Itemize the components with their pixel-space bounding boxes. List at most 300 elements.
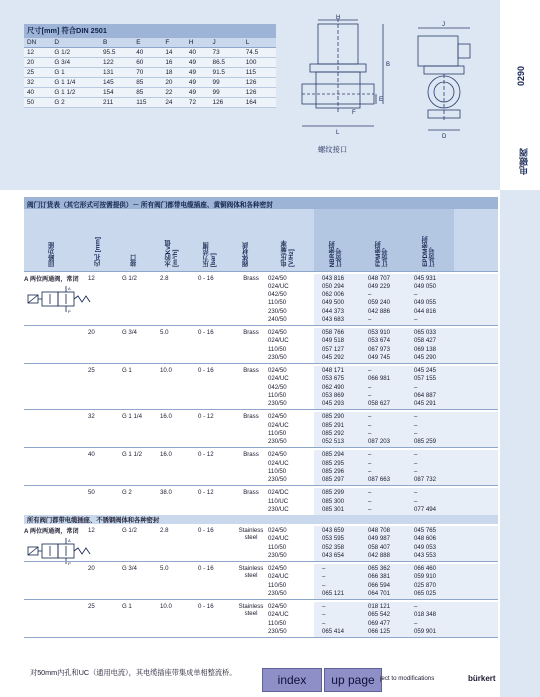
order-cell-ordernumber: 053 869 bbox=[322, 391, 345, 399]
order-cell-material: Brass bbox=[243, 413, 259, 421]
order-cell-kv: 2.8 bbox=[160, 527, 169, 535]
dimension-row bbox=[24, 58, 276, 68]
order-cell-ordernumber: – bbox=[368, 391, 372, 399]
dim-label-f: F bbox=[352, 110, 356, 116]
order-cell-ordernumber: 049 987 bbox=[368, 535, 391, 543]
svg-text:A: A bbox=[68, 286, 71, 291]
order-cell-ordernumber: – bbox=[368, 505, 372, 513]
order-cell-material: Stainless steel bbox=[238, 565, 264, 580]
order-cell-ordernumber: 053 675 bbox=[322, 375, 345, 383]
order-cell-ordernumber: 049 050 bbox=[414, 283, 437, 291]
dimension-cell: 145 bbox=[100, 78, 133, 88]
order-cell-ordernumber: 059 901 bbox=[414, 627, 437, 635]
order-cell-voltage: 230/50 bbox=[268, 437, 287, 445]
dimension-cell: 126 bbox=[210, 98, 243, 108]
order-cell-pressure: 0 - 16 bbox=[198, 565, 214, 573]
order-cell-ordernumber: 066 381 bbox=[368, 573, 391, 581]
order-cell-ordernumber: – bbox=[368, 429, 372, 437]
order-cell-voltage: 024/UC bbox=[268, 459, 289, 467]
order-cell-voltage: 230/50 bbox=[268, 475, 287, 483]
order-cell-ordernumber: – bbox=[322, 611, 326, 619]
group-divider bbox=[24, 637, 498, 638]
dimension-cell: 73 bbox=[210, 48, 243, 58]
order-cell-ordernumber: 058 627 bbox=[368, 399, 391, 407]
up-page-button[interactable]: up page bbox=[324, 668, 382, 692]
order-cell-material: Stainless steel bbox=[238, 603, 264, 618]
order-cell-ordernumber: 048 707 bbox=[368, 275, 391, 282]
sidebar-bottom bbox=[500, 190, 540, 697]
order-cell-ordernumber: 053 595 bbox=[322, 535, 345, 543]
order-cell-port: G 1 bbox=[122, 603, 132, 611]
dim-label-l: L bbox=[336, 130, 340, 136]
order-cell-ordernumber: 065 362 bbox=[368, 565, 391, 573]
order-cell-ordernumber: 057 127 bbox=[322, 345, 345, 353]
order-cell-ordernumber: 052 513 bbox=[322, 437, 345, 445]
dimension-cell: 99 bbox=[210, 88, 243, 98]
brand-logo: bürkert bbox=[468, 674, 496, 683]
order-cell-orifice: 25 bbox=[88, 367, 95, 375]
order-cell-ordernumber: 048 171 bbox=[322, 367, 345, 375]
order-cell-material: Brass bbox=[243, 489, 259, 497]
dimension-cell: 22 bbox=[162, 88, 186, 98]
dim-label-j: J bbox=[442, 22, 445, 28]
dimension-cell: 72 bbox=[186, 98, 210, 108]
order-cell-voltage: 230/50 bbox=[268, 307, 287, 315]
order-cell-ordernumber: 087 732 bbox=[414, 475, 437, 483]
order-cell-ordernumber: 045 293 bbox=[322, 399, 345, 407]
order-col-header-label: 水的Kv值 [m³/h] bbox=[165, 240, 179, 267]
order-cell-port: G 2 bbox=[122, 489, 132, 497]
order-cell-ordernumber: – bbox=[368, 489, 372, 497]
order-cell-ordernumber: 077 494 bbox=[414, 505, 437, 513]
dimension-cell: 126 bbox=[243, 78, 276, 88]
order-cell-kv: 38.0 bbox=[160, 489, 172, 497]
index-button[interactable]: index bbox=[262, 668, 322, 692]
order-cell-pressure: 0 - 16 bbox=[198, 527, 214, 535]
order-cell-voltage: 110/50 bbox=[268, 429, 287, 437]
order-col-header bbox=[82, 209, 116, 271]
order-col-header-label: NBR密封 订货号 bbox=[329, 240, 343, 267]
order-cell-ordernumber: – bbox=[368, 497, 372, 505]
order-cell-voltage: 230/50 bbox=[268, 399, 287, 407]
order-cell-pressure: 0 - 12 bbox=[198, 413, 214, 421]
dimension-cell: G 2 bbox=[51, 98, 100, 108]
svg-text:P: P bbox=[68, 561, 71, 567]
order-cell-kv: 16.0 bbox=[160, 451, 172, 459]
dimension-cell: 100 bbox=[243, 58, 276, 68]
order-col-header bbox=[264, 209, 314, 271]
order-cell-ordernumber: 057 155 bbox=[414, 375, 437, 383]
dimension-cell: 211 bbox=[100, 98, 133, 108]
dimension-cell: 60 bbox=[133, 58, 162, 68]
order-cell-ordernumber: 085 259 bbox=[414, 437, 437, 445]
order-cell-ordernumber: – bbox=[414, 603, 418, 611]
order-cell-ordernumber: – bbox=[322, 565, 326, 573]
order-col-header-label: 接口 bbox=[130, 254, 138, 267]
order-cell-orifice: 20 bbox=[88, 329, 95, 337]
dimension-row bbox=[24, 88, 276, 98]
order-cell-ordernumber: 064 701 bbox=[368, 589, 391, 597]
order-cell-orifice: 32 bbox=[88, 413, 95, 421]
order-cell-ordernumber: 049 055 bbox=[414, 299, 437, 307]
order-cell-voltage: 230/50 bbox=[268, 353, 287, 361]
group-divider bbox=[24, 409, 498, 410]
order-col-header-label: 电压/频率 [V/Hz] bbox=[281, 240, 295, 267]
order-cell-ordernumber: – bbox=[414, 291, 418, 299]
order-cell-ordernumber: 018 348 bbox=[414, 611, 437, 619]
dimension-table bbox=[24, 24, 276, 108]
order-cell-ordernumber: – bbox=[414, 383, 418, 391]
group-divider bbox=[24, 447, 498, 448]
dimension-cell: 85 bbox=[133, 78, 162, 88]
order-cell-port: G 1 1/2 bbox=[122, 451, 142, 459]
order-cell-port: G 1 1/4 bbox=[122, 413, 142, 421]
order-cell-voltage: 024/UC bbox=[268, 337, 289, 345]
dimension-cell: 14 bbox=[162, 48, 186, 58]
order-col-header bbox=[406, 209, 454, 271]
order-cell-voltage: 110/50 bbox=[268, 543, 287, 551]
order-cell-ordernumber: 045 931 bbox=[414, 275, 437, 282]
order-cell-ordernumber: 085 300 bbox=[322, 497, 345, 505]
order-cell-voltage: 110/50 bbox=[268, 391, 287, 399]
svg-text:P: P bbox=[68, 309, 71, 314]
footnote: 对50mm内孔和UC（通用电流），其电缆插座带集成单相整流桥。 bbox=[30, 668, 237, 677]
dimension-row bbox=[24, 78, 276, 88]
dimension-col-header: E bbox=[133, 38, 162, 48]
order-cell-ordernumber: 085 299 bbox=[322, 489, 345, 497]
order-cell-ordernumber: – bbox=[368, 383, 372, 391]
order-cell-ordernumber: 050 294 bbox=[322, 283, 345, 291]
order-cell-ordernumber: 048 606 bbox=[414, 535, 437, 543]
order-cell-voltage: 230/50 bbox=[268, 589, 287, 597]
order-cell-material: Brass bbox=[243, 329, 259, 337]
order-cell-ordernumber: – bbox=[368, 291, 372, 299]
order-cell-ordernumber: – bbox=[322, 581, 326, 589]
dimension-cell: 24 bbox=[162, 98, 186, 108]
order-cell-ordernumber: 045 290 bbox=[414, 353, 437, 361]
order-col-header bbox=[24, 209, 82, 271]
order-cell-ordernumber: 065 414 bbox=[322, 627, 345, 635]
order-cell-ordernumber: – bbox=[414, 429, 418, 437]
order-cell-ordernumber: 049 500 bbox=[322, 299, 345, 307]
order-cell-voltage: 230/50 bbox=[268, 627, 287, 635]
order-cell-ordernumber: – bbox=[368, 421, 372, 429]
order-cell-ordernumber: – bbox=[414, 497, 418, 505]
dimension-cell: 25 bbox=[24, 68, 51, 78]
sidebar bbox=[500, 0, 540, 697]
order-cell-ordernumber: – bbox=[368, 413, 372, 421]
group-divider bbox=[24, 325, 498, 326]
order-cell-ordernumber: 053 910 bbox=[368, 329, 391, 337]
dimension-cell: 131 bbox=[100, 68, 133, 78]
order-col-header bbox=[192, 209, 230, 271]
dimension-cell: 12 bbox=[24, 48, 51, 58]
dimension-cell: 70 bbox=[133, 68, 162, 78]
order-cell-ordernumber: 085 292 bbox=[322, 429, 345, 437]
order-col-header-label: 阀体材质 bbox=[242, 241, 250, 267]
order-row bbox=[24, 589, 498, 599]
order-cell-ordernumber: – bbox=[414, 421, 418, 429]
order-cell-ordernumber: 058 766 bbox=[322, 329, 345, 337]
order-cell-ordernumber: 049 053 bbox=[414, 543, 437, 551]
order-cell-ordernumber: 052 358 bbox=[322, 543, 345, 551]
dimension-table-title: 尺寸[mm] 符合DIN 2501 bbox=[24, 24, 276, 38]
order-cell-ordernumber: – bbox=[368, 451, 372, 459]
dimension-cell: 40 bbox=[186, 48, 210, 58]
order-cell-ordernumber: – bbox=[414, 467, 418, 475]
order-cell-voltage: 110/50 bbox=[268, 345, 287, 353]
order-cell-voltage: 110/UC bbox=[268, 497, 289, 505]
dimension-col-header: DN bbox=[24, 38, 51, 48]
dimension-cell: 50 bbox=[24, 98, 51, 108]
order-cell-voltage: 024/50 bbox=[268, 565, 287, 573]
dimension-cell: G 1/2 bbox=[51, 48, 100, 58]
order-cell-voltage: 230/UC bbox=[268, 505, 289, 513]
order-cell-ordernumber: 043 816 bbox=[322, 275, 345, 282]
group-divider bbox=[24, 561, 498, 562]
order-cell-voltage: 024/50 bbox=[268, 329, 287, 337]
dimension-cell: 86.5 bbox=[210, 58, 243, 68]
order-cell-voltage: 024/UC bbox=[268, 611, 289, 619]
order-cell-kv: 10.0 bbox=[160, 367, 172, 375]
section2-title: 所有阀门都带电缆插座、不锈钢阀体和各种密封 bbox=[24, 515, 498, 524]
dimension-cell: 20 bbox=[24, 58, 51, 68]
order-cell-ordernumber: 065 542 bbox=[368, 611, 391, 619]
category-label: 电磁阀 bbox=[519, 148, 529, 175]
order-col-header-label: FPM密封 订货号 bbox=[375, 241, 389, 267]
dim-label-b: B bbox=[386, 62, 391, 68]
dimension-cell: 115 bbox=[243, 68, 276, 78]
dimension-cell: 49 bbox=[186, 58, 210, 68]
order-col-header bbox=[154, 209, 192, 271]
order-col-header bbox=[230, 209, 264, 271]
order-row bbox=[24, 353, 498, 363]
order-cell-ordernumber: – bbox=[414, 315, 418, 323]
dimension-cell: 85 bbox=[133, 88, 162, 98]
order-cell-voltage: 024/DC bbox=[268, 489, 289, 497]
order-cell-port: G 1 bbox=[122, 367, 132, 375]
order-cell-ordernumber: – bbox=[414, 619, 418, 627]
order-cell-voltage: 230/50 bbox=[268, 551, 287, 559]
order-cell-ordernumber: 065 033 bbox=[414, 329, 437, 337]
order-cell-material: Stainless steel bbox=[238, 527, 264, 542]
order-cell-kv: 5.0 bbox=[160, 565, 169, 573]
order-col-header bbox=[360, 209, 406, 271]
order-cell-ordernumber: 053 674 bbox=[368, 337, 391, 345]
order-cell-ordernumber: 066 981 bbox=[368, 375, 391, 383]
order-cell-ordernumber: – bbox=[322, 573, 326, 581]
order-cell-orifice: 25 bbox=[88, 603, 95, 611]
order-cell-orifice: 50 bbox=[88, 489, 95, 497]
order-cell-ordernumber: 044 816 bbox=[414, 307, 437, 315]
order-cell-orifice: 20 bbox=[88, 565, 95, 573]
section-code: 0290 bbox=[516, 65, 526, 86]
order-row bbox=[24, 399, 498, 409]
order-cell-port: G 3/4 bbox=[122, 565, 137, 573]
svg-text:A: A bbox=[68, 538, 71, 544]
order-cell-ordernumber: 018 121 bbox=[368, 603, 391, 611]
order-cell-ordernumber: 044 373 bbox=[322, 307, 345, 315]
dimension-cell: 49 bbox=[186, 88, 210, 98]
order-cell-material: Brass bbox=[243, 367, 259, 375]
order-cell-ordernumber: 069 477 bbox=[368, 619, 391, 627]
order-cell-ordernumber: 067 973 bbox=[368, 345, 391, 353]
order-cell-ordernumber: 087 203 bbox=[368, 437, 391, 445]
order-cell-ordernumber: 085 297 bbox=[322, 475, 345, 483]
order-cell-voltage: 024/UC bbox=[268, 283, 289, 291]
order-cell-ordernumber: 042 888 bbox=[368, 551, 391, 559]
order-cell-ordernumber: 049 518 bbox=[322, 337, 345, 345]
dimension-col-header: H bbox=[186, 38, 210, 48]
order-cell-pressure: 0 - 16 bbox=[198, 603, 214, 611]
order-cell-ordernumber: 058 407 bbox=[368, 543, 391, 551]
order-cell-ordernumber: 025 870 bbox=[414, 581, 437, 589]
dimension-col-header: L bbox=[243, 38, 276, 48]
order-row bbox=[24, 315, 498, 325]
order-cell-ordernumber: 066 460 bbox=[414, 565, 437, 573]
dimension-cell: 16 bbox=[162, 58, 186, 68]
dimension-cell: 49 bbox=[186, 68, 210, 78]
dim-label-e: E bbox=[379, 97, 384, 103]
dimension-cell: 99 bbox=[210, 78, 243, 88]
dimension-cell: G 1 bbox=[51, 68, 100, 78]
order-cell-voltage: 024/UC bbox=[268, 573, 289, 581]
order-row bbox=[24, 475, 498, 485]
dimension-row bbox=[24, 98, 276, 108]
order-cell-material: Brass bbox=[243, 275, 259, 282]
group-divider bbox=[24, 363, 498, 364]
order-cell-ordernumber: 085 290 bbox=[322, 413, 345, 421]
order-cell-ordernumber: 043 659 bbox=[322, 527, 345, 535]
order-cell-pressure: 0 - 16 bbox=[198, 275, 214, 282]
order-cell-ordernumber: 087 663 bbox=[368, 475, 391, 483]
order-cell-ordernumber: 045 291 bbox=[414, 399, 437, 407]
order-cell-ordernumber: – bbox=[414, 489, 418, 497]
order-cell-ordernumber: 066 125 bbox=[368, 627, 391, 635]
order-col-header-label: EPDM密封 订货号 bbox=[422, 236, 436, 267]
order-cell-ordernumber: 043 553 bbox=[414, 551, 437, 559]
dimension-cell: 20 bbox=[162, 78, 186, 88]
order-cell-port: G 3/4 bbox=[122, 329, 137, 337]
order-cell-port: G 1/2 bbox=[122, 275, 137, 282]
order-cell-voltage: 042/50 bbox=[268, 291, 287, 299]
order-cell-ordernumber: 058 427 bbox=[414, 337, 437, 345]
order-cell-voltage: 042/50 bbox=[268, 383, 287, 391]
order-table bbox=[24, 197, 498, 635]
order-cell-voltage: 024/UC bbox=[268, 421, 289, 429]
order-cell-pressure: 0 - 16 bbox=[198, 367, 214, 375]
order-cell-ordernumber: – bbox=[368, 459, 372, 467]
order-cell-kv: 5.0 bbox=[160, 329, 169, 337]
order-cell-voltage: 024/50 bbox=[268, 275, 287, 282]
order-cell-pressure: 0 - 16 bbox=[198, 329, 214, 337]
order-cell-ordernumber: 085 291 bbox=[322, 421, 345, 429]
order-cell-voltage: 024/50 bbox=[268, 527, 287, 535]
order-row bbox=[24, 551, 498, 561]
order-cell-orifice: 12 bbox=[88, 275, 95, 282]
order-cell-ordernumber: 048 708 bbox=[368, 527, 391, 535]
order-cell-ordernumber: 045 292 bbox=[322, 353, 345, 361]
order-cell-pressure: 0 - 12 bbox=[198, 489, 214, 497]
order-col-header bbox=[116, 209, 154, 271]
drawing-caption: 螺纹接口 bbox=[318, 145, 348, 154]
dimension-table-body bbox=[24, 48, 276, 108]
order-cell-ordernumber: 059 240 bbox=[368, 299, 391, 307]
group-divider bbox=[24, 599, 498, 600]
order-cell-ordernumber: – bbox=[414, 459, 418, 467]
dimension-cell: 122 bbox=[100, 58, 133, 68]
dimension-cell: 164 bbox=[243, 98, 276, 108]
order-cell-ordernumber: 059 910 bbox=[414, 573, 437, 581]
order-cell-ordernumber: – bbox=[414, 413, 418, 421]
order-cell-ordernumber: 062 006 bbox=[322, 291, 345, 299]
order-cell-ordernumber: 042 886 bbox=[368, 307, 391, 315]
order-cell-ordernumber: 049 229 bbox=[368, 283, 391, 291]
order-cell-ordernumber: – bbox=[368, 367, 372, 375]
dimension-col-header: F bbox=[162, 38, 186, 48]
dimension-cell: 115 bbox=[133, 98, 162, 108]
order-cell-voltage: 024/50 bbox=[268, 451, 287, 459]
dimension-cell: G 3/4 bbox=[51, 58, 100, 68]
order-cell-ordernumber: 085 294 bbox=[322, 451, 345, 459]
order-cell-ordernumber: – bbox=[322, 619, 326, 627]
dimension-cell: 32 bbox=[24, 78, 51, 88]
order-cell-ordernumber: 064 887 bbox=[414, 391, 437, 399]
dimension-cell: 49 bbox=[186, 78, 210, 88]
order-cell-ordernumber: 045 245 bbox=[414, 367, 437, 375]
order-cell-ordernumber: – bbox=[322, 603, 326, 611]
order-cell-ordernumber: 049 745 bbox=[368, 353, 391, 361]
dimension-col-header: B bbox=[100, 38, 133, 48]
order-row bbox=[24, 437, 498, 447]
order-cell-ordernumber: 085 296 bbox=[322, 467, 345, 475]
order-cell-voltage: 024/UC bbox=[268, 375, 289, 383]
order-cell-pressure: 0 - 12 bbox=[198, 451, 214, 459]
order-cell-kv: 16.0 bbox=[160, 413, 172, 421]
dimension-cell: 95.5 bbox=[100, 48, 133, 58]
dimension-cell: 74.5 bbox=[243, 48, 276, 58]
order-cell-ordernumber: 085 301 bbox=[322, 505, 345, 513]
dimension-cell: 91.5 bbox=[210, 68, 243, 78]
order-cell-voltage: 110/50 bbox=[268, 581, 287, 589]
order-cell-kv: 10.0 bbox=[160, 603, 172, 611]
order-col-header-label: 压力范围 [bar] bbox=[203, 241, 217, 267]
order-table-title: 阀门订货表（其它形式可按需提供）－ 所有阀门都带电缆插座、黄铜阀体和各种密封 bbox=[24, 197, 498, 209]
order-cell-ordernumber: 065 121 bbox=[322, 589, 345, 597]
order-cell-voltage: 110/50 bbox=[268, 299, 287, 307]
valve-drawing bbox=[288, 14, 498, 156]
order-cell-ordernumber: 043 654 bbox=[322, 551, 345, 559]
modification-notice: ject to modifications bbox=[380, 675, 435, 682]
order-cell-orifice: 40 bbox=[88, 451, 95, 459]
order-cell-orifice: 12 bbox=[88, 527, 95, 535]
dimension-table-header bbox=[24, 38, 276, 48]
order-cell-ordernumber: 062 490 bbox=[322, 383, 345, 391]
order-cell-voltage: 024/50 bbox=[268, 367, 287, 375]
order-cell-ordernumber: – bbox=[368, 467, 372, 475]
group-divider bbox=[24, 485, 498, 486]
dimension-row bbox=[24, 48, 276, 58]
order-cell-ordernumber: 069 138 bbox=[414, 345, 437, 353]
order-cell-ordernumber: 065 025 bbox=[414, 589, 437, 597]
dimension-col-header: J bbox=[210, 38, 243, 48]
dimension-col-header: D bbox=[51, 38, 100, 48]
order-cell-voltage: 110/50 bbox=[268, 467, 287, 475]
order-cell-ordernumber: 085 295 bbox=[322, 459, 345, 467]
order-col-header bbox=[314, 209, 360, 271]
dimension-cell: 126 bbox=[243, 88, 276, 98]
dimension-row bbox=[24, 68, 276, 78]
